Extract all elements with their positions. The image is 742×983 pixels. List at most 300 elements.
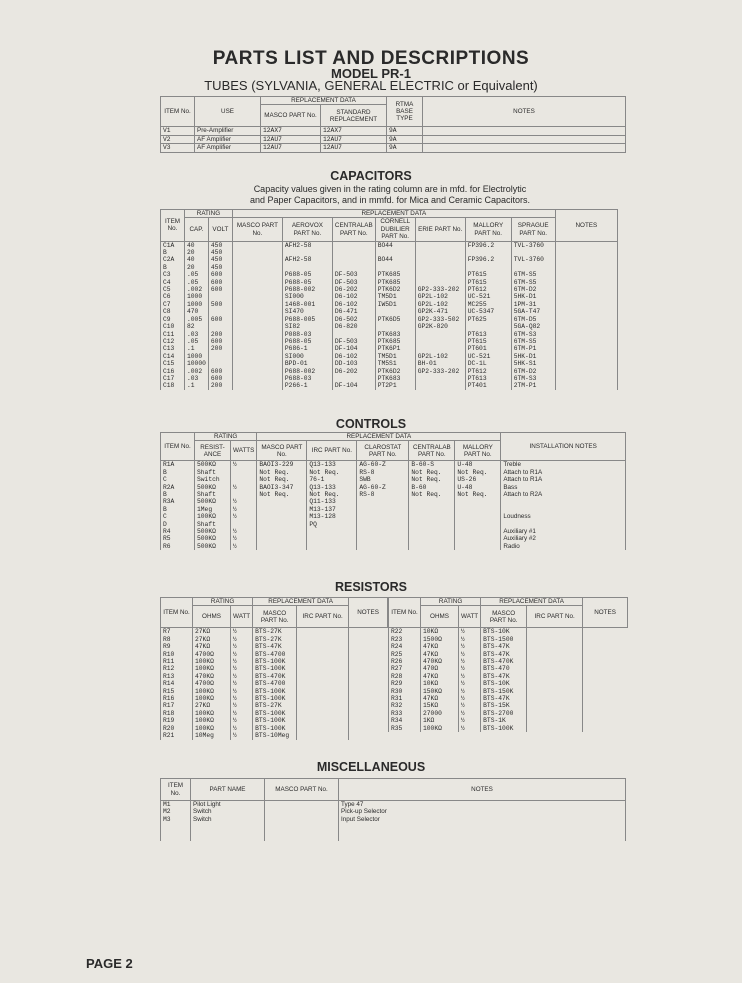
table-cell: FP396.2: [465, 241, 511, 249]
table-cell: [455, 498, 501, 505]
table-row: [161, 360, 618, 367]
col-header: REPLACEMENT DATA: [481, 598, 583, 606]
table-cell: [455, 513, 501, 520]
table-cell: BTS-150K: [481, 688, 527, 695]
table-cell: PTK6P1: [375, 345, 415, 352]
table-cell: BTS-27K: [253, 628, 297, 636]
table-cell: [231, 469, 257, 476]
table-cell: C15: [161, 360, 185, 367]
table-cell: R25: [389, 651, 421, 658]
table-cell: P266-1: [282, 382, 332, 389]
table-cell: ½: [459, 688, 481, 695]
table-cell: PTK685: [375, 279, 415, 286]
table-cell: [232, 264, 282, 271]
page-title: PARTS LIST AND DESCRIPTIONS: [212, 48, 530, 69]
table-row: [161, 717, 388, 724]
table-cell: 1000: [185, 293, 209, 300]
table-cell: Not Req.: [409, 491, 455, 498]
table-cell: D6-471: [332, 308, 375, 315]
table-row: [161, 476, 626, 483]
table-row: [161, 535, 626, 542]
table-cell: [232, 375, 282, 382]
table-cell: 6TM-D5: [511, 316, 555, 323]
col-header: WATTS: [231, 441, 257, 461]
table-cell: Shaft: [195, 521, 231, 528]
table-cell: BTS-100K: [253, 725, 297, 732]
table-cell: [232, 271, 282, 278]
table-row: [161, 345, 618, 352]
table-cell: [357, 513, 409, 520]
capacitors-table: [160, 209, 618, 390]
table-cell: 470Ω: [421, 665, 459, 672]
table-cell: .03: [185, 331, 209, 338]
table-cell: PT613: [465, 331, 511, 338]
table-cell: ½: [231, 484, 257, 491]
table-row: [389, 702, 628, 709]
table-cell: AG-60-Z: [357, 484, 409, 491]
table-cell: C12: [161, 338, 185, 345]
table-cell: ½: [231, 680, 253, 687]
table-cell: [409, 543, 455, 550]
table-cell: BTS-470K: [253, 673, 297, 680]
table-cell: [415, 279, 465, 286]
table-cell: B: [161, 249, 185, 256]
notes-cell: [555, 293, 617, 300]
table-cell: 600: [208, 316, 232, 323]
table-cell: DD-103: [332, 360, 375, 367]
resistors-table-left: [160, 597, 388, 740]
table-cell: 12AU7: [261, 135, 321, 143]
table-cell: B: [161, 264, 185, 271]
table-cell: [257, 498, 307, 505]
table-cell: 100KΩ: [193, 658, 231, 665]
table-cell: 500KΩ: [195, 461, 231, 469]
notes-cell: [297, 665, 349, 672]
table-cell: R11: [161, 658, 193, 665]
table-cell: 200: [208, 382, 232, 389]
table-cell: [232, 331, 282, 338]
col-header: INSTALLATION NOTES: [501, 433, 626, 461]
notes-cell: [555, 323, 617, 330]
table-row: [161, 271, 618, 278]
table-cell: [511, 264, 555, 271]
table-cell: 500KΩ: [195, 498, 231, 505]
table-cell: DC-1L: [465, 360, 511, 367]
table-cell: UC-5347: [465, 308, 511, 315]
table-cell: .03: [185, 375, 209, 382]
notes-cell: [297, 688, 349, 695]
table-cell: [232, 249, 282, 256]
table-cell: C11: [161, 331, 185, 338]
table-cell: Attach to R1A: [501, 469, 626, 476]
table-cell: C9: [161, 316, 185, 323]
table-cell: 600: [208, 338, 232, 345]
table-cell: R4: [161, 528, 195, 535]
table-cell: C8: [161, 308, 185, 315]
table-row: [389, 658, 628, 665]
table-cell: [257, 528, 307, 535]
table-row: [161, 513, 626, 520]
table-cell: DF-104: [332, 345, 375, 352]
table-cell: 47KΩ: [421, 643, 459, 650]
table-cell: DF-503: [332, 338, 375, 345]
table-cell: [257, 506, 307, 513]
table-cell: 47KΩ: [193, 643, 231, 650]
table-cell: 100KΩ: [193, 665, 231, 672]
table-cell: [307, 528, 357, 535]
table-cell: [415, 338, 465, 345]
table-cell: ½: [231, 628, 253, 636]
table-cell: 10KΩ: [421, 680, 459, 687]
table-cell: 450: [208, 249, 232, 256]
table-row: [161, 353, 618, 360]
table-cell: Treble: [501, 461, 626, 469]
table-row: [161, 323, 618, 330]
table-row: [161, 732, 388, 739]
table-cell: 600: [208, 368, 232, 375]
table-cell: M1: [161, 801, 191, 809]
table-cell: Type 47: [339, 801, 626, 809]
col-header: IRC PART No.: [297, 606, 349, 628]
table-cell: R33: [389, 710, 421, 717]
table-cell: B-60-S: [409, 461, 455, 469]
table-cell: BTS-1500: [481, 636, 527, 643]
table-cell: C1A: [161, 241, 185, 249]
table-row: [161, 135, 626, 143]
table-cell: 5HK-S1: [511, 360, 555, 367]
table-cell: R7: [161, 628, 193, 636]
table-cell: [232, 323, 282, 330]
table-cell: R30: [389, 688, 421, 695]
table-cell: ½: [459, 658, 481, 665]
col-header: ITEM No.: [161, 433, 195, 461]
table-cell: 10Meg: [193, 732, 231, 739]
table-row: [161, 506, 626, 513]
table-cell: 5HK-D1: [511, 293, 555, 300]
table-cell: R24: [389, 643, 421, 650]
notes-cell: [555, 368, 617, 375]
col-header: NOTES: [339, 779, 626, 801]
col-header: IRC PART No.: [307, 441, 357, 461]
table-cell: IW5D1: [375, 301, 415, 308]
notes-cell: [297, 725, 349, 732]
table-cell: ½: [231, 673, 253, 680]
table-cell: 600: [208, 375, 232, 382]
table-cell: TM5D1: [375, 293, 415, 300]
table-cell: Attach to R2A: [501, 491, 626, 498]
table-cell: B-60: [409, 484, 455, 491]
table-cell: 76-1: [307, 476, 357, 483]
table-cell: PTK6D2: [375, 286, 415, 293]
col-header: STANDARD REPLACEMENT: [321, 105, 387, 127]
table-cell: [257, 513, 307, 520]
table-cell: [415, 264, 465, 271]
table-cell: [257, 543, 307, 550]
table-cell: Q11-133: [307, 498, 357, 505]
table-row: [161, 279, 618, 286]
notes-cell: [527, 651, 583, 658]
table-cell: 100KΩ: [193, 695, 231, 702]
notes-cell: [297, 651, 349, 658]
table-row: [161, 127, 626, 135]
table-cell: 5GA-Q82: [511, 323, 555, 330]
table-cell: [332, 375, 375, 382]
table-row: [161, 673, 388, 680]
col-header: CENTRALAB PART No.: [409, 441, 455, 461]
table-cell: [415, 256, 465, 263]
table-row: [161, 382, 618, 389]
table-cell: [232, 316, 282, 323]
table-cell: C16: [161, 368, 185, 375]
table-cell: 100KΩ: [193, 688, 231, 695]
table-cell: [357, 543, 409, 550]
table-cell: [375, 323, 415, 330]
table-cell: 12AU7: [261, 144, 321, 152]
table-cell: R6: [161, 543, 195, 550]
table-cell: Not Req.: [307, 491, 357, 498]
table-cell: PT401: [465, 382, 511, 389]
table-cell: [307, 535, 357, 542]
table-cell: 500KΩ: [195, 484, 231, 491]
table-cell: BTS-10K: [481, 628, 527, 636]
table-cell: ½: [231, 658, 253, 665]
table-cell: 12AX7: [261, 127, 321, 135]
notes-cell: [527, 628, 583, 636]
table-cell: 1500Ω: [421, 636, 459, 643]
table-cell: PT625: [465, 316, 511, 323]
table-cell: R19: [161, 717, 193, 724]
table-cell: U-48: [455, 484, 501, 491]
table-cell: 100KΩ: [193, 717, 231, 724]
col-header: NOTES: [555, 210, 617, 242]
table-cell: R16: [161, 695, 193, 702]
col-header: MASCO PART No.: [481, 606, 527, 628]
table-cell: Input Selector: [339, 816, 626, 823]
table-cell: V3: [161, 144, 195, 152]
table-row: [389, 717, 628, 724]
notes-cell: [527, 665, 583, 672]
table-cell: B: [161, 491, 195, 498]
table-row: [161, 144, 626, 152]
table-cell: 6TM-S5: [511, 338, 555, 345]
col-header: MASCO PART No.: [253, 606, 297, 628]
table-cell: 27KΩ: [193, 628, 231, 636]
table-cell: [232, 241, 282, 249]
table-cell: Not Req.: [257, 469, 307, 476]
table-cell: [415, 249, 465, 256]
table-cell: 150KΩ: [421, 688, 459, 695]
table-cell: [415, 382, 465, 389]
table-cell: C4: [161, 279, 185, 286]
table-row: [389, 643, 628, 650]
capacitors-note-1: Capacity values given in the rating column are in mfd. for Electrolytic: [253, 184, 527, 194]
col-header: MASCO PART No.: [257, 441, 307, 461]
col-header: RATING: [193, 598, 253, 606]
col-header: ITEM No.: [161, 210, 185, 242]
table-cell: [357, 521, 409, 528]
notes-cell: [527, 643, 583, 650]
table-cell: .002: [185, 286, 209, 293]
table-cell: 20: [185, 264, 209, 271]
table-cell: Not Req.: [307, 469, 357, 476]
table-cell: [332, 256, 375, 263]
table-cell: ½: [459, 695, 481, 702]
table-cell: P688-05: [282, 338, 332, 345]
table-cell: [208, 353, 232, 360]
col-header: REPLACEMENT DATA: [232, 210, 555, 218]
table-cell: GP2L-102: [415, 301, 465, 308]
table-cell: C5: [161, 286, 185, 293]
table-cell: PT615: [465, 338, 511, 345]
table-cell: .1: [185, 345, 209, 352]
table-cell: Loudness: [501, 513, 626, 520]
table-cell: .1: [185, 382, 209, 389]
table-cell: 1Meg: [195, 506, 231, 513]
table-cell: M3: [161, 816, 191, 823]
table-cell: GP2-333-502: [415, 316, 465, 323]
table-row: [161, 643, 388, 650]
table-row: [389, 725, 628, 732]
table-cell: GP2L-102: [415, 293, 465, 300]
table-cell: AF Amplifier: [195, 144, 261, 152]
table-row: [389, 695, 628, 702]
table-cell: R15: [161, 688, 193, 695]
table-cell: [357, 528, 409, 535]
table-cell: 12AU7: [321, 144, 387, 152]
table-cell: AFH2-58: [282, 256, 332, 263]
table-cell: [232, 360, 282, 367]
col-header: OHMS: [193, 606, 231, 628]
table-cell: BO44: [375, 256, 415, 263]
col-header: IRC PART No.: [527, 606, 583, 628]
table-cell: R14: [161, 680, 193, 687]
table-cell: [357, 498, 409, 505]
table-cell: Radio: [501, 543, 626, 550]
notes-cell: [555, 338, 617, 345]
table-cell: [357, 535, 409, 542]
table-cell: ½: [459, 710, 481, 717]
table-cell: ½: [231, 725, 253, 732]
table-cell: [232, 338, 282, 345]
table-cell: [409, 506, 455, 513]
table-row: [161, 688, 388, 695]
table-row: [161, 695, 388, 702]
table-cell: [282, 264, 332, 271]
table-cell: .005: [185, 316, 209, 323]
table-cell: R21: [161, 732, 193, 739]
table-cell: ½: [231, 513, 257, 520]
table-row: [161, 308, 618, 315]
table-cell: M2: [161, 808, 191, 815]
col-header: MASCO PART No.: [232, 218, 282, 241]
table-cell: R13: [161, 673, 193, 680]
table-cell: R27: [389, 665, 421, 672]
table-cell: C18: [161, 382, 185, 389]
table-row: [161, 680, 388, 687]
table-cell: BTS-100K: [253, 658, 297, 665]
col-header: MASCO PART No.: [265, 779, 339, 801]
table-cell: [232, 293, 282, 300]
table-cell: ½: [231, 498, 257, 505]
table-cell: [455, 521, 501, 528]
table-cell: [265, 801, 339, 809]
notes-cell: [527, 680, 583, 687]
col-header: ERIE PART No.: [415, 218, 465, 241]
table-cell: 470: [185, 308, 209, 315]
table-cell: ½: [231, 695, 253, 702]
table-row: [161, 375, 618, 382]
table-cell: BTS-10K: [481, 680, 527, 687]
table-cell: 4700Ω: [193, 680, 231, 687]
table-cell: D6-102: [332, 353, 375, 360]
table-cell: BTS-470K: [481, 658, 527, 665]
notes-cell: [555, 353, 617, 360]
table-cell: ½: [459, 673, 481, 680]
table-cell: R18: [161, 710, 193, 717]
table-cell: BTS-47K: [481, 695, 527, 702]
notes-cell: [527, 658, 583, 665]
table-cell: 100KΩ: [193, 710, 231, 717]
table-cell: BTS-27K: [253, 636, 297, 643]
table-cell: R10: [161, 651, 193, 658]
table-cell: BTS-2700: [481, 710, 527, 717]
table-cell: BTS-47K: [481, 643, 527, 650]
table-cell: ½: [231, 506, 257, 513]
table-cell: P686-1: [282, 345, 332, 352]
table-cell: 6TM-S3: [511, 375, 555, 382]
table-cell: U-48: [455, 461, 501, 469]
table-cell: 20: [185, 249, 209, 256]
table-cell: R26: [389, 658, 421, 665]
table-cell: [232, 353, 282, 360]
notes-cell: [555, 264, 617, 271]
table-cell: P688-05: [282, 271, 332, 278]
notes-cell: [297, 695, 349, 702]
table-cell: GP2-333-202: [415, 368, 465, 375]
table-cell: Bass: [501, 484, 626, 491]
table-cell: D6-502: [332, 316, 375, 323]
notes-cell: [297, 636, 349, 643]
table-cell: 500: [208, 301, 232, 308]
table-cell: 100KΩ: [195, 513, 231, 520]
notes-cell: [555, 382, 617, 389]
notes-cell: [297, 673, 349, 680]
notes-cell: [527, 725, 583, 732]
table-cell: 500KΩ: [195, 535, 231, 542]
table-row: [389, 665, 628, 672]
table-cell: BTS-100K: [481, 725, 527, 732]
table-cell: MC255: [465, 301, 511, 308]
table-row: [161, 628, 388, 636]
table-cell: M13-128: [307, 513, 357, 520]
table-cell: [409, 528, 455, 535]
table-cell: TVL-3760: [511, 241, 555, 249]
table-cell: AG-60-Z: [357, 461, 409, 469]
table-cell: [232, 279, 282, 286]
table-cell: 600: [208, 271, 232, 278]
table-cell: SI000: [282, 353, 332, 360]
col-header: REPLACEMENT DATA: [257, 433, 501, 441]
table-cell: D6-102: [332, 301, 375, 308]
col-header: PART NAME: [191, 779, 265, 801]
table-cell: ½: [459, 643, 481, 650]
table-cell: 47KΩ: [421, 673, 459, 680]
table-cell: 1468-001: [282, 301, 332, 308]
table-cell: 470KΩ: [421, 658, 459, 665]
table-cell: PTK6D5: [375, 316, 415, 323]
col-header: MALLORY PART No.: [455, 441, 501, 461]
table-cell: P688-002: [282, 286, 332, 293]
